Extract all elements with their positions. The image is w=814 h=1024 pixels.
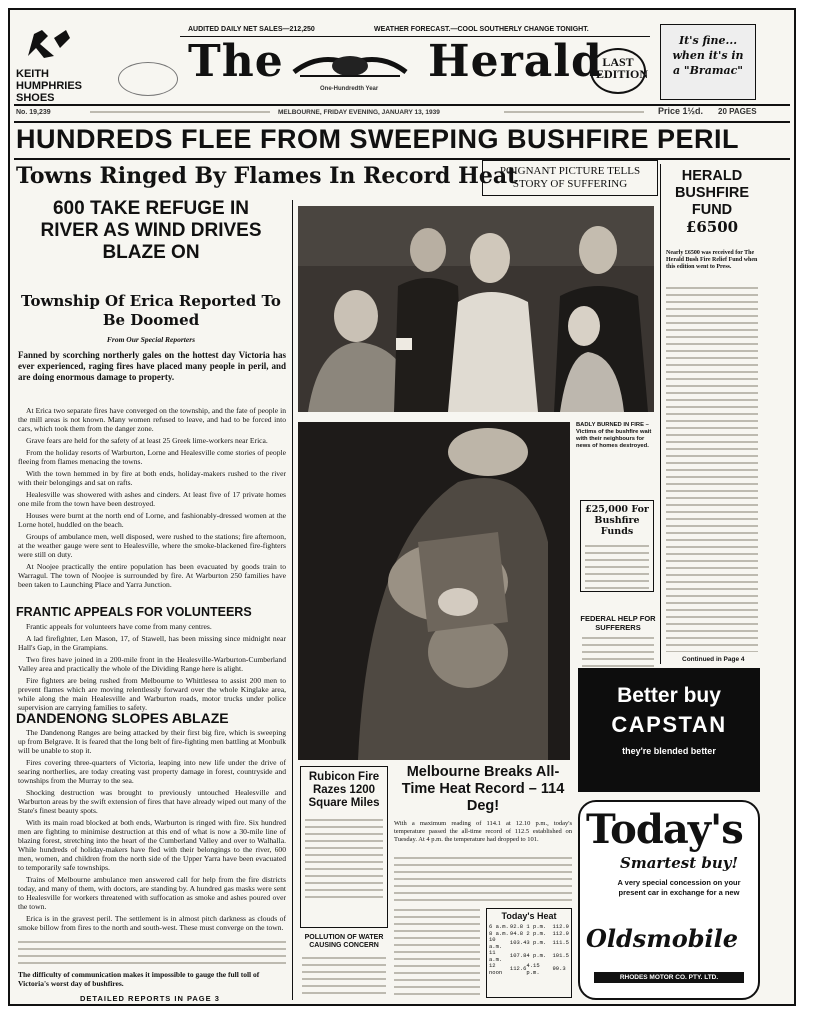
poignant-picture-box (482, 160, 658, 196)
lead-para: Houses were burnt at the north end of Lorne, and fashionably-dressed women at the Lorne hotel, huddled on the beach. (18, 511, 286, 529)
masthead-title-left: The (188, 36, 284, 87)
olds-brand: Oldsmobile (586, 924, 739, 953)
lead-headline: 600 TAKE REFUGE IN RIVER AS WIND DRIVES BLAZE ON (40, 198, 262, 263)
heat-time: 2 p.m. (526, 929, 547, 937)
fund-intro: Nearly £6500 was received for The Herald Bush Fire Relief Fund when this edition went to Press. (666, 250, 758, 270)
fund-heading (666, 168, 758, 236)
heat-temp: 107.8 (509, 952, 527, 960)
dandenong-para: Fires covering three-quarters of Victoria, leaping into new life under the drive of searing northerlies, are today creating vast property damage in forest, countryside and townships from the Murray to the sea. (18, 758, 286, 785)
heat-temp: 103.4 (509, 939, 527, 947)
closing-line: The difficulty of communication makes it impossible to gauge the full toll of Victoria's worst day of bushfires. (18, 970, 260, 988)
heat-time: 12 noon (489, 962, 503, 976)
lead-para: Grave fears are held for the safety of at least 25 Greek lime-workers near Erica. (26, 436, 268, 445)
deck-headline: Towns Ringed By Flames In Record Heat (16, 163, 518, 189)
olds-line3: A very special concession on your present car in exchange for a new (617, 878, 741, 897)
date-line: MELBOURNE, FRIDAY EVENING, JANUARY 13, 1939 (278, 109, 440, 116)
masthead-tagline: One-Hundredth Year (320, 86, 379, 92)
dandenong-para: With its main road blocked at both ends, Warburton is ringed with fire. Six hundred men are fighting to minimise destruction at this end of what is now a 30-mile line of blazing forest, stretching into the heart of the Cumberland Valley and over to Walhalla. While hundreds of holiday-makers have fled with their belongings to the river, 600 men, women, and children from the north side of the Upper Yarra have been evacuated to temporarily safe townships. (18, 818, 286, 872)
dandenong-para: The Dandenong Ranges are being attacked by their first big fire, which is sweeping up from Belgrave. It is feared that the long belt of fire-fighting men battling at Monbulk will be unable to stop it. (18, 728, 286, 755)
lead-para: At Erica two separate fires have converged on the township, and the fate of people in the mill areas is not known. Many women refused to leave, and had to be forced into cars, which took them from the danger zone. (18, 406, 286, 433)
lead-para: From the holiday resorts of Warburton, Lorne and Healesville come stories of people fleeing from flames menacing the towns. (18, 448, 286, 466)
heat-temp: 92.8 (509, 923, 524, 930)
lead-paragraph: Fanned by scorching northerly gales on the hottest day Victoria has ever experienced, raging fires have placed many people in peril, and are doing enormous damage to property. (18, 350, 286, 382)
olds-line2: Smartest buy! (620, 854, 739, 872)
fund-amount: £6500 (685, 218, 739, 236)
appeals-para: A lad firefighter, Len Mason, 17, of Stawell, has been missing since midnight near Hall's Gap, in the Grampians. (18, 634, 286, 652)
dandenong-heading: DANDENONG SLOPES ABLAZE (16, 710, 229, 726)
caption-text: BADLY BURNED IN FIRE – Victims of the bushfire wait with their neighbours for news of homes destroyed. (576, 422, 652, 449)
heat-temp: 99.3 (552, 965, 566, 973)
heat-time: 3 p.m. (526, 939, 547, 947)
burned-victim-image (298, 422, 570, 760)
heat-temp: 112.9 (552, 929, 569, 937)
lead-para: Groups of ambulance men, well disposed, were rushed to the stations; fire afternoon, at the weather gauge were sent to Healesville, where the smoke-blackened fire-fighters were still on duty. (18, 532, 286, 559)
rubicon-heading: Rubicon Fire Razes 1200 Square Miles (308, 771, 380, 809)
dandenong-para: Erica is in the gravest peril. The settlement is in almost pitch darkness as clouds of smoke billow from fires to the north and south-west. These must converge on the town. (18, 914, 286, 932)
rubicon-box (300, 766, 388, 928)
masthead-title-right: Herald (428, 36, 603, 87)
price: Price 1½d. (658, 106, 704, 116)
weather-forecast: WEATHER FORECAST.—COOL SOUTHERLY CHANGE TONIGHT. (374, 26, 589, 33)
fund-heading-line: HERALD (681, 168, 743, 184)
right-ad-text: It's fine... when it's in a "Bramac" (672, 34, 744, 77)
federal-help: FEDERAL HELP FOR SUFFERERS (580, 614, 656, 632)
heat-time: 4.15 p.m. (526, 962, 540, 976)
dandenong-body (18, 728, 286, 935)
left-ad-text: KEITH HUMPHRIES SHOES (16, 68, 83, 104)
appeals-body (18, 622, 286, 715)
paper-seal-icon (118, 62, 178, 96)
last-edition-badge: LAST EDITION (590, 48, 646, 94)
capstan-ad (578, 668, 760, 792)
heat-row (489, 937, 569, 950)
heat-row (489, 931, 569, 938)
lead-para: With the town hemmed in by fire at both ends, holiday-makers rushed to the river with their belongings and sat on rafts. (18, 469, 286, 487)
appeals-heading: FRANTIC APPEALS FOR VOLUNTEERS (16, 605, 252, 619)
heat-table-title: Today's Heat (501, 911, 557, 921)
bushfire-funds-box (580, 500, 654, 592)
heat-time: 4 p.m. (526, 952, 547, 960)
issue-number: No. 19,239 (16, 109, 51, 116)
lead-para: At Noojee practically the entire population has been evacuated by goods train to Warragul. The town of Noojee is surrounded by fire. At Warburton 250 families have been taken to Launching Place and Yarra Junction. (18, 562, 286, 589)
heat-intro: With a maximum reading of 114.1 at 12.10 p.m., today's temperature passed the all-time record of 112.5 established on Tuesday. At 4 p.m. the temperature had dropped to 101. (394, 820, 572, 843)
oldsmobile-ad (578, 800, 760, 1000)
detailed-reports: DETAILED REPORTS IN PAGE 3 (80, 994, 220, 1003)
left-shoe-ad (14, 26, 98, 106)
newspaper-page (8, 8, 796, 1006)
family-photo (298, 206, 654, 412)
olds-line1: Today's (586, 806, 743, 853)
heat-temp: 94.8 (509, 929, 524, 937)
pollution-heading: POLLUTION OF WATER CAUSING CONCERN (304, 934, 384, 949)
poignant-label: POIGNANT PICTURE TELLS STORY OF SUFFERING (499, 165, 641, 190)
byline: From Our Special Reporters (106, 335, 196, 344)
heat-temp: 101.5 (552, 952, 569, 960)
todays-heat-table (486, 908, 572, 998)
heat-table (489, 924, 569, 976)
fire-photo (298, 422, 570, 760)
heat-row (489, 963, 569, 976)
page-count: 20 PAGES (718, 107, 757, 116)
banner-headline: HUNDREDS FLEE FROM SWEEPING BUSHFIRE PERIL (16, 124, 740, 154)
photo-caption (576, 422, 652, 498)
heat-temp: 111.5 (552, 939, 569, 947)
heat-temp: 112.9 (552, 923, 569, 930)
heat-headline: Melbourne Breaks All-Time Heat Record – 114 Deg! (401, 764, 565, 814)
fund-heading-line: BUSHFIRE (674, 185, 750, 201)
audited-sales: AUDITED DAILY NET SALES—212,250 (188, 26, 315, 33)
appeals-para: Fire fighters are being rushed from Melbourne to Whittlesea to assist 200 men to prevent flames which are moving relentlessly forward over the whole Kinglake area, while along the main Healesville and Warburton roads, motor trucks under police supervision are carrying families to safety. (18, 676, 286, 712)
continued-note: Continued in Page 4 (682, 656, 745, 663)
olds-dealer: RHODES MOTOR CO. PTY. LTD. (594, 972, 744, 983)
fund-heading-line: FUND (691, 202, 733, 218)
dandenong-para: Shocking destruction was brought to previously untouched Healesville and Warburton areas by the swift extension of fires that have already wiped out many of the State's finest beauty spots. (18, 788, 286, 815)
heat-time: 1 p.m. (526, 923, 547, 930)
heat-time: 8 a.m. (489, 929, 509, 937)
capstan-line3: they're blended better (622, 746, 716, 756)
capstan-line2: CAPSTAN (611, 712, 727, 737)
donor-list (666, 284, 758, 652)
heat-time: 10 a.m. (489, 936, 503, 950)
family-group-image (298, 206, 654, 412)
dandenong-para: Trains of Melbourne ambulance men answered call for help from the fire districts today, and many of them, with doctors, are standing by. A hundred gas masks were sent to Healesville for workers threatened with suffocation as smoke and ashes poured over the town. (18, 875, 286, 911)
funds-box-title: £25,000 For Bushfire Funds (585, 504, 649, 537)
heat-temp: 112.6 (509, 965, 527, 973)
lead-body (18, 406, 286, 592)
lead-para: Healesville was showered with ashes and cinders. At least five of 17 private homes one mile from the town have been destroyed. (18, 490, 286, 508)
heat-time: 11 a.m. (489, 949, 503, 963)
right-bramac-ad (660, 24, 756, 100)
lead-subhead: Township Of Erica Reported To Be Doomed (21, 292, 281, 329)
heat-time: 6 a.m. (489, 923, 509, 930)
appeals-para: Two fires have joined in a 200-mile front in the Healesville-Warburton-Cumberland Valley area and practically the whole of the Dividing Range here is alight. (18, 655, 286, 673)
coat-of-arms-icon (290, 46, 410, 80)
capstan-line1: Better buy (617, 684, 721, 707)
appeals-para: Frantic appeals for volunteers have come from many centres. (26, 622, 212, 631)
